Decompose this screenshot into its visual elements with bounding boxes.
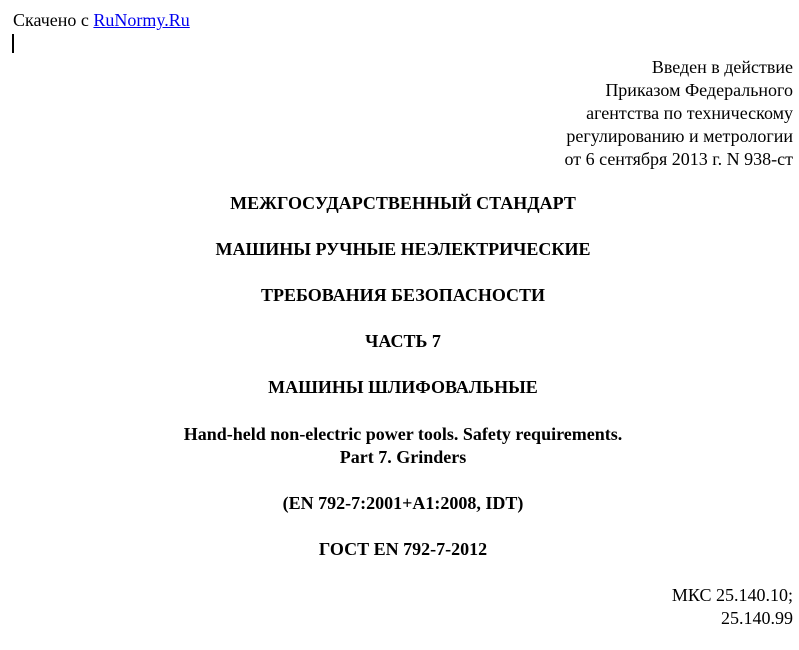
- standard-designation: ГОСТ EN 792-7-2012: [318, 539, 488, 559]
- text-cursor: [12, 34, 14, 53]
- decree-line: регулированию и метрологии: [566, 126, 793, 146]
- part-name-heading: МАШИНЫ ШЛИФОВАЛЬНЫЕ: [268, 377, 538, 397]
- english-title-line-1: Hand-held non-electric power tools. Safety requirements.: [183, 424, 623, 444]
- mks-line-2: 25.140.99: [721, 608, 793, 628]
- part-heading: ЧАСТЬ 7: [365, 331, 441, 351]
- equivalence-note: (EN 792-7:2001+A1:2008, IDT): [282, 493, 524, 513]
- english-title-line-2: Part 7. Grinders: [339, 447, 467, 467]
- source-link[interactable]: RuNormy.Ru: [93, 10, 190, 30]
- decree-line: от 6 сентября 2013 г. N 938-ст: [564, 149, 793, 169]
- decree-line: Введен в действие: [651, 57, 793, 77]
- decree-line: агентства по техническому: [586, 103, 793, 123]
- mks-line-1: МКС 25.140.10;: [671, 585, 793, 605]
- standard-name-heading: МАШИНЫ РУЧНЫЕ НЕЭЛЕКТРИЧЕСКИЕ: [215, 239, 591, 259]
- decree-block: [564, 56, 793, 171]
- source-line: [13, 9, 190, 31]
- mks-codes: [672, 584, 793, 630]
- standard-type-heading: МЕЖГОСУДАРСТВЕННЫЙ СТАНДАРТ: [230, 193, 576, 213]
- decree-line: Приказом Федерального: [605, 80, 793, 100]
- standard-subject-heading: ТРЕБОВАНИЯ БЕЗОПАСНОСТИ: [260, 285, 546, 305]
- source-prefix: Скачено с: [13, 10, 94, 30]
